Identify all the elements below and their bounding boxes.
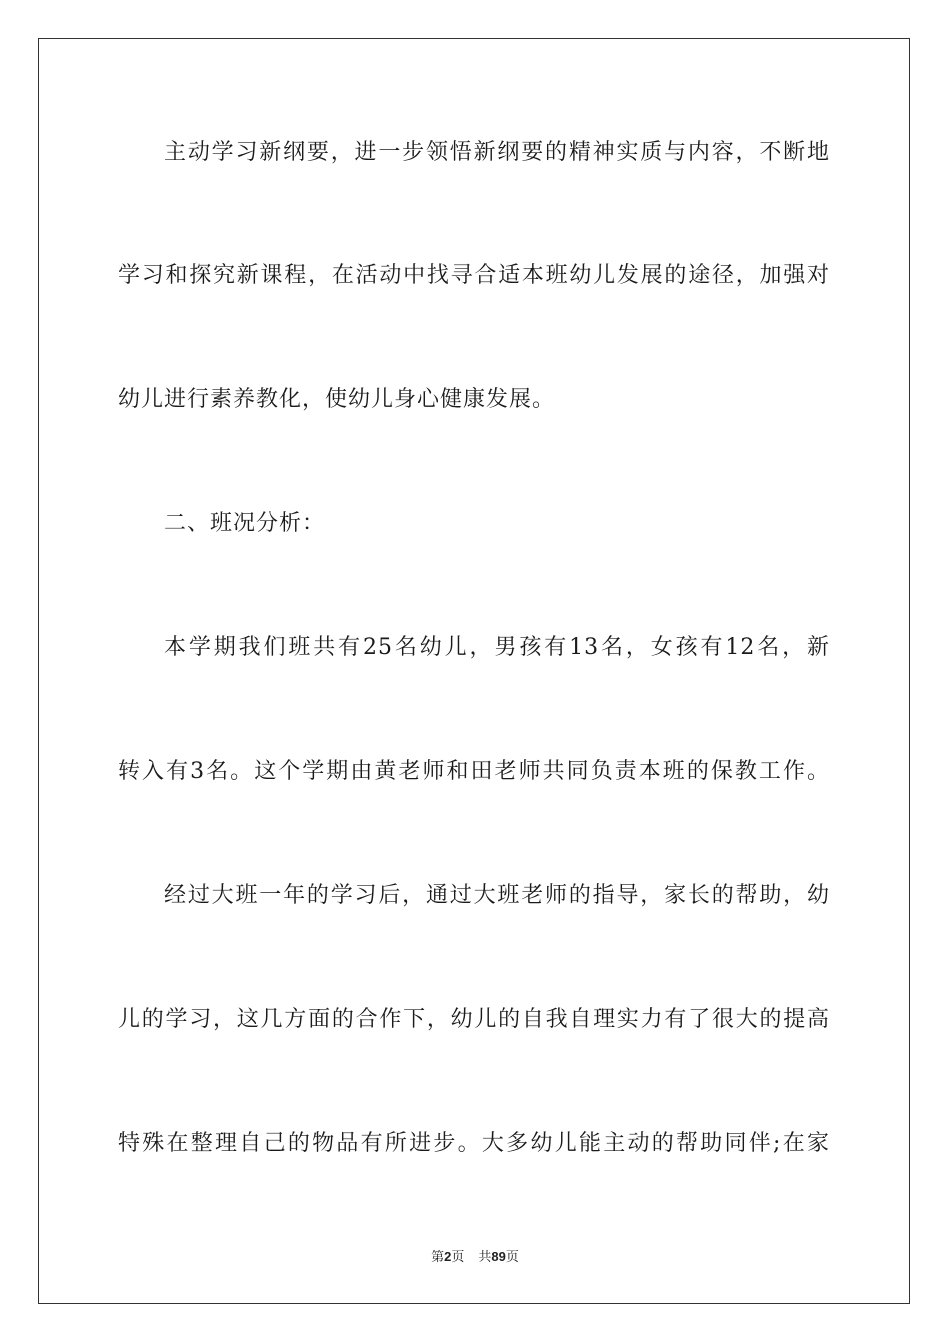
page-number: 2 <box>444 1249 452 1264</box>
paragraph-line-7: 儿的学习，这几方面的合作下，幼儿的自我自理实力有了很大的提高 <box>118 1007 830 1032</box>
page-footer <box>0 1248 950 1267</box>
paragraph-line-2: 学习和探究新课程，在活动中找寻合适本班幼儿发展的途径，加强对 <box>118 263 830 288</box>
total-suffix: 页 <box>505 1250 519 1265</box>
page-border <box>38 38 910 1304</box>
total-pages: 89 <box>491 1249 506 1264</box>
section-heading: 二、班况分析： <box>164 511 326 536</box>
paragraph-line-3: 幼儿进行素养教化，使幼儿身心健康发展。 <box>118 387 556 412</box>
paragraph-line-8: 特殊在整理自己的物品有所进步。大多幼儿能主动的帮助同伴;在家 <box>118 1131 830 1156</box>
page-prefix: 第 <box>431 1250 445 1265</box>
paragraph-line-5: 转入有3名。这个学期由黄老师和田老师共同负责本班的保教工作。 <box>118 759 830 784</box>
paragraph-line-6: 经过大班一年的学习后，通过大班老师的指导，家长的帮助，幼 <box>164 883 830 908</box>
paragraph-line-4: 本学期我们班共有25名幼儿，男孩有13名，女孩有12名，新 <box>164 635 830 660</box>
page-suffix: 页 <box>451 1250 465 1265</box>
total-prefix: 共 <box>478 1250 492 1265</box>
paragraph-line-1: 主动学习新纲要，进一步领悟新纲要的精神实质与内容，不断地 <box>164 140 830 165</box>
